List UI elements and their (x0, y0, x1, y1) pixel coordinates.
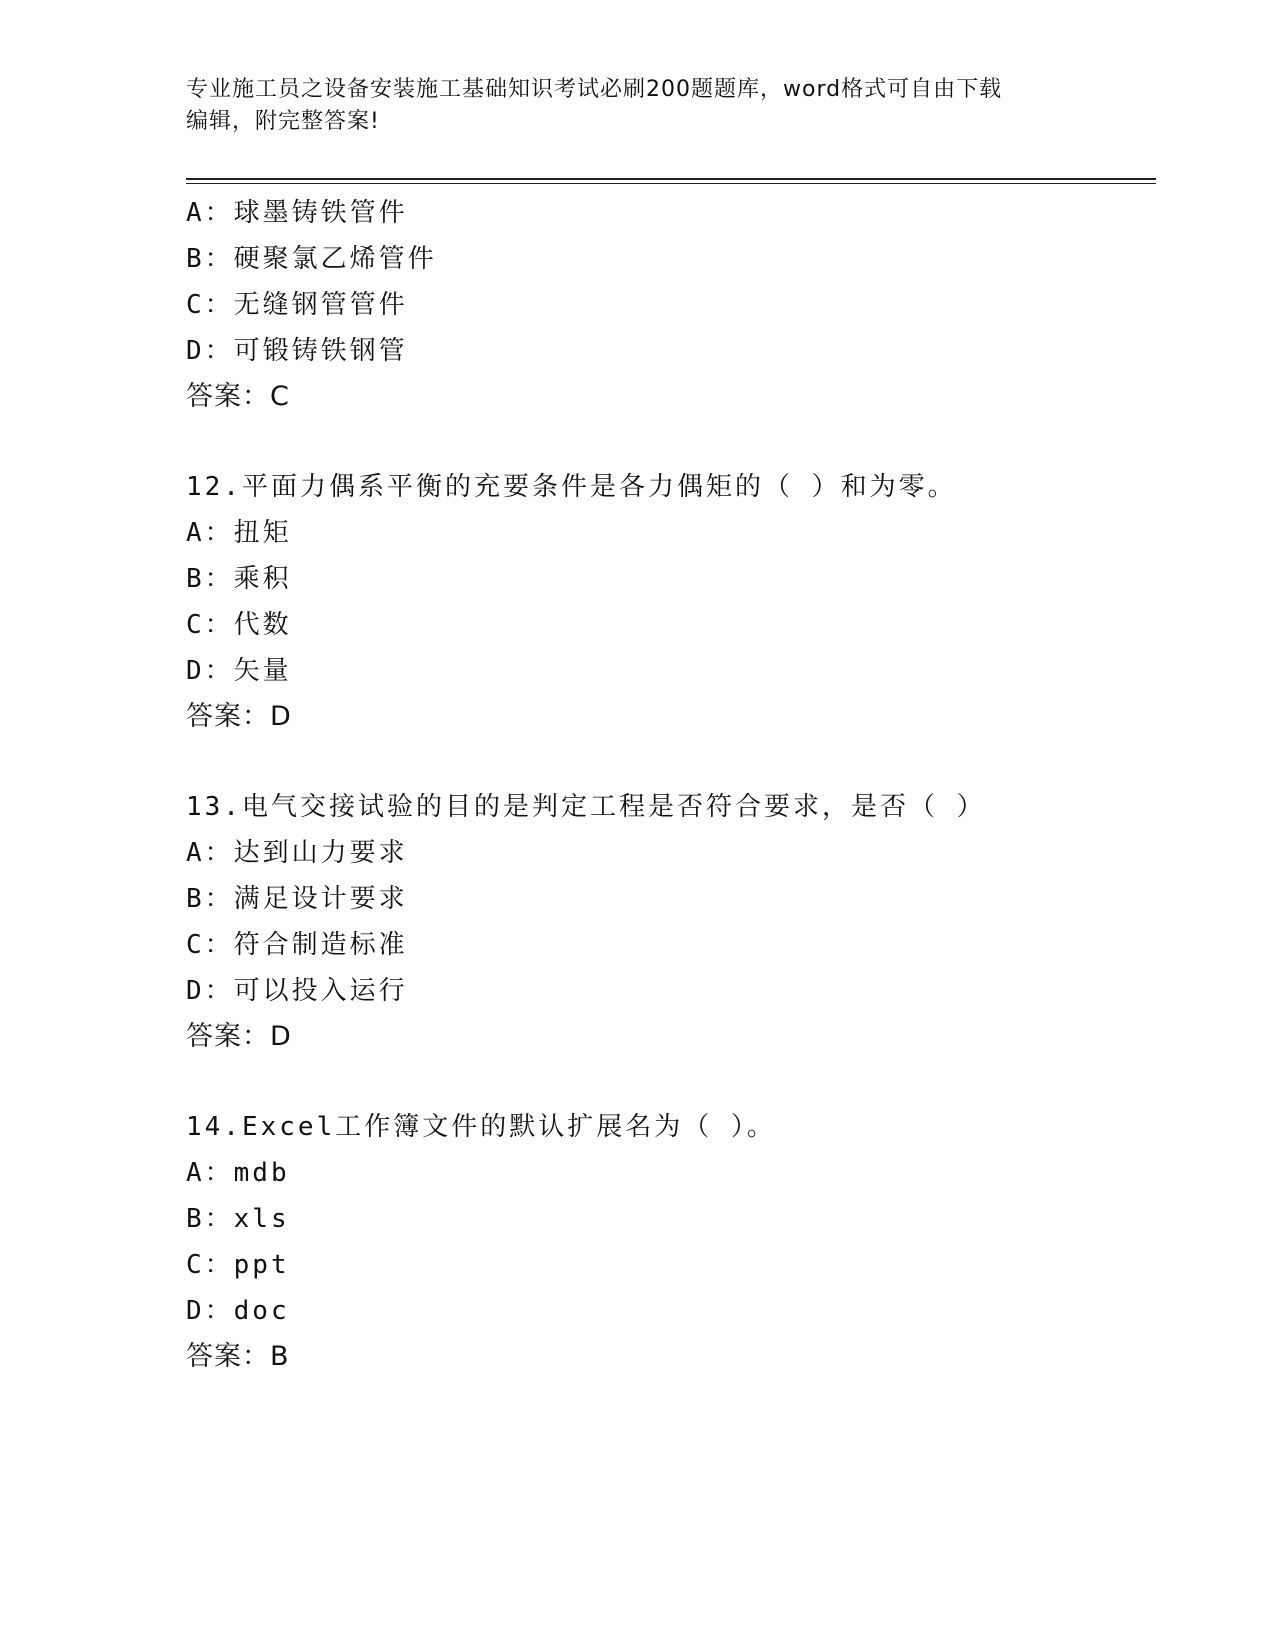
header-divider (186, 178, 1156, 184)
answer: 答案：D (186, 1021, 292, 1052)
option-c: C：代数 (186, 610, 292, 640)
option-b: B：xls (186, 1204, 290, 1234)
answer: 答案：C (186, 381, 290, 412)
option-c: C：无缝钢管管件 (186, 290, 408, 320)
spacer (186, 740, 1156, 784)
header-line-1: 专业施工员之设备安装施工基础知识考试必刷200题题库，word格式可自由下载 (186, 77, 1003, 102)
option-d: D：矢量 (186, 656, 292, 686)
question-11 (186, 190, 1156, 420)
answer: 答案：B (186, 1341, 290, 1372)
option-c: C：ppt (186, 1250, 290, 1280)
spacer (186, 420, 1156, 464)
option-d: D：可锻铸铁钢管 (186, 336, 408, 366)
option-a: A：达到山力要求 (186, 838, 408, 868)
question-text: 13.电气交接试验的目的是判定工程是否符合要求，是否（ ） (186, 792, 986, 822)
option-b: B：满足设计要求 (186, 884, 408, 914)
option-a: A：球墨铸铁管件 (186, 198, 408, 228)
option-d: D：doc (186, 1296, 290, 1326)
option-a: A：mdb (186, 1158, 290, 1188)
spacer (186, 1060, 1156, 1104)
option-d: D：可以投入运行 (186, 976, 408, 1006)
question-list (186, 190, 1156, 1380)
answer: 答案：D (186, 701, 292, 732)
header-line-2: 编辑，附完整答案! (186, 109, 380, 134)
question-13 (186, 784, 1156, 1060)
document-page (186, 0, 1156, 1650)
question-text: 14.Excel工作簿文件的默认扩展名为（ ）。 (186, 1112, 776, 1142)
question-text: 12.平面力偶系平衡的充要条件是各力偶矩的（ ）和为零。 (186, 472, 957, 502)
document-header (186, 74, 1066, 138)
option-b: B：乘积 (186, 564, 292, 594)
option-a: A：扭矩 (186, 518, 292, 548)
option-c: C：符合制造标准 (186, 930, 408, 960)
question-14 (186, 1104, 1156, 1380)
option-b: B：硬聚氯乙烯管件 (186, 244, 437, 274)
question-12 (186, 464, 1156, 740)
